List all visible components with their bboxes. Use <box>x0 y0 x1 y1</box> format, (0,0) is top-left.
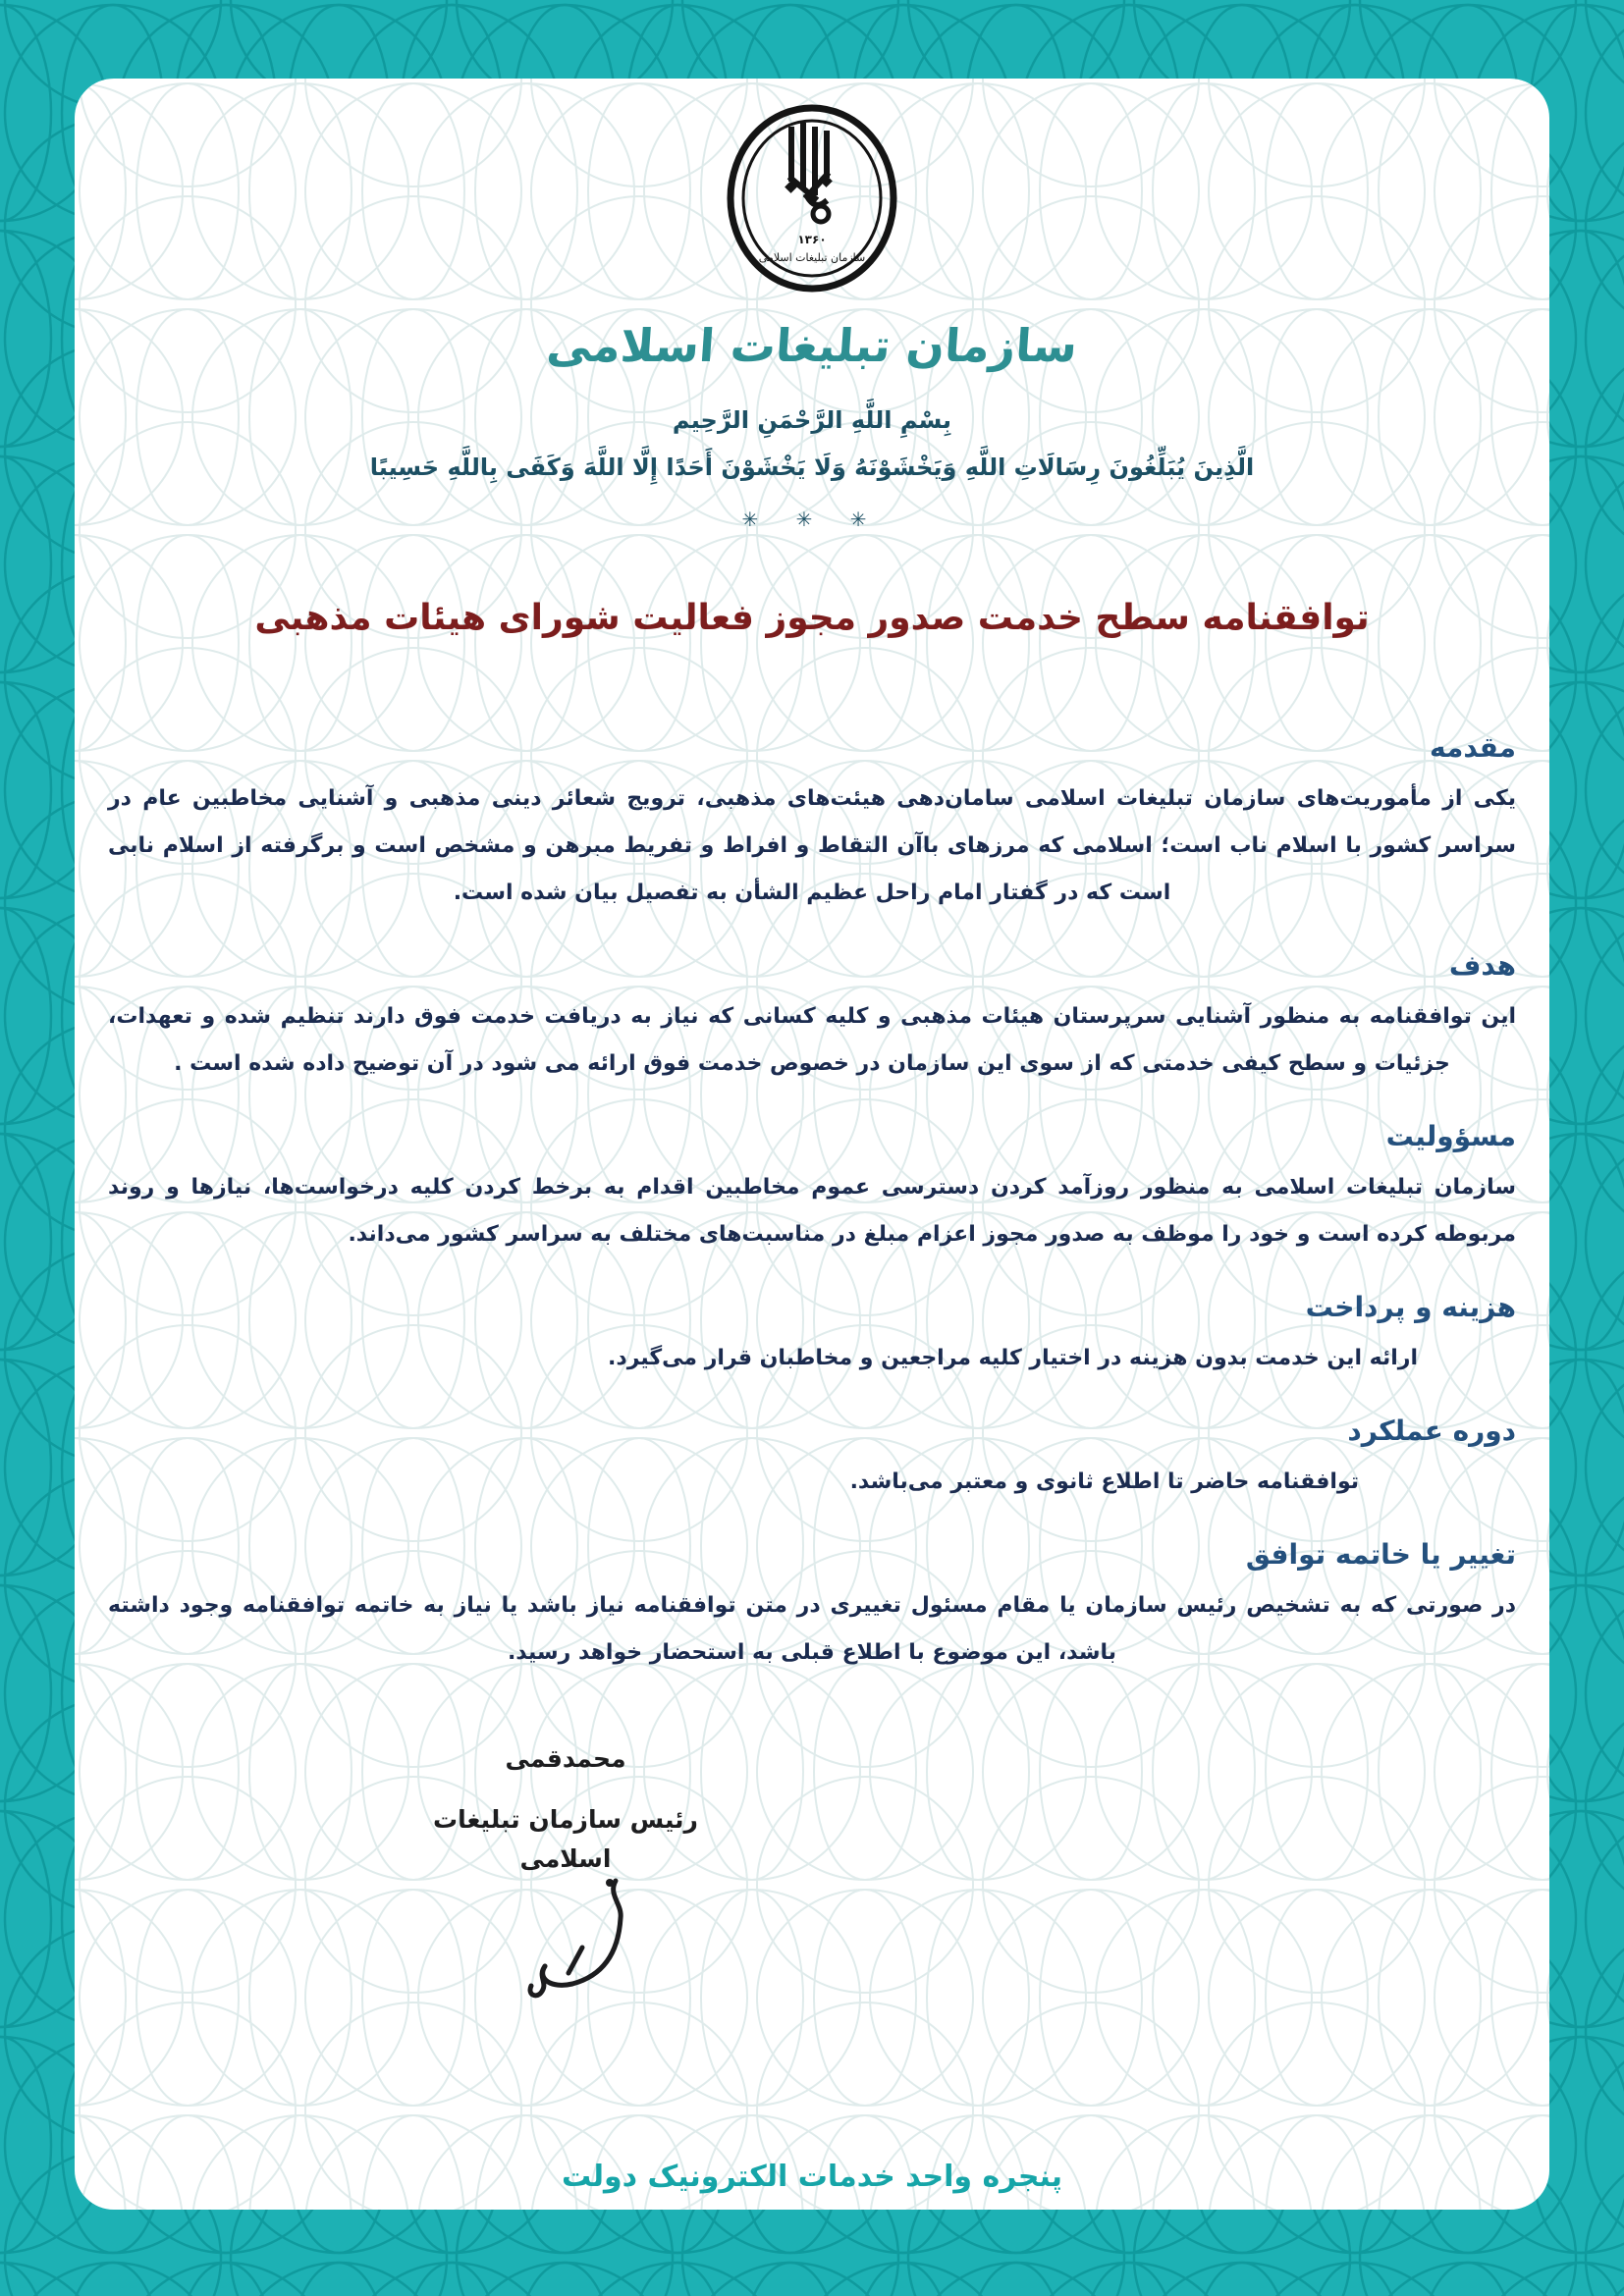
emblem-caption: سازمان تبلیغات اسلامی <box>758 251 866 264</box>
quran-verse: الَّذِينَ يُبَلِّغُونَ رِسَالَاتِ اللَّهِ وَيَخْشَوْنَهُ وَلَا يَخْشَوْنَ أَحَدًا إِلَّا اللَّهَ وَكَفَى بِاللَّهِ حَسِيبًا <box>369 454 1255 481</box>
ornament-divider: ✳ ✳ ✳ <box>741 507 883 531</box>
section-body: ارائه این خدمت بدون هزینه در اختیار کلیه مراجعین و مخاطبان قرار می‌گیرد. <box>608 1346 1418 1370</box>
section-heading: هدف <box>1448 949 1516 982</box>
section-body: سازمان تبلیغات اسلامی به منظور روزآمد کردن دسترسی عموم مخاطبین اقدام به برخط کردن کلیه درخواست‌ها، نیازها و روند مربوطه کرده است و خود را موظف به صدور مجوز اعزام مبلغ در مناسبت‌های مختلف به سراسر کشور می‌داند. <box>108 1175 1516 1247</box>
section-body: در صورتی که به تشخیص رئیس سازمان یا مقام مسئول تغییری در متن توافقنامه نیاز باشد یا نیاز به خاتمه توافقنامه وجود داشته باشد، این موضوع با اطلاع قبلی به استحضار خواهد رسید. <box>108 1593 1516 1665</box>
section-responsibility <box>108 1117 1516 1258</box>
section-heading: دوره عملکرد <box>1347 1415 1516 1447</box>
handwritten-signature-icon <box>521 1873 669 2010</box>
section-body: یکی از مأموریت‌های سازمان تبلیغات اسلامی سامان‌دهی هیئت‌های مذهبی، ترویج شعائر دینی مذهبی و آشنایی مخاطبین عام در سراسر کشور با اسلام ناب است؛ اسلامی که مرزهای باآن التقاط و افراط و تفریط مبرهن و مشخص است و برگرفته از اسلام نابی است که در گفتار امام راحل عظیم الشأن به تفصیل بیان شده است. <box>108 786 1516 905</box>
section-heading: مسؤولیت <box>1385 1120 1516 1152</box>
signature-block <box>408 1739 723 2010</box>
footer-text: پنجره واحد خدمات الکترونیک دولت <box>562 2160 1062 2194</box>
signature-role: رئیس سازمان تبلیغات اسلامی <box>433 1805 698 1873</box>
document-title: توافقنامه سطح خدمت صدور مجوز فعالیت شورای هیئات مذهبی <box>254 598 1370 638</box>
emblem-year: ۱۳۶۰ <box>797 233 827 246</box>
section-performance-period <box>108 1412 1516 1506</box>
document-content <box>75 79 1549 2210</box>
bismillah-line: بِسْمِ اللَّهِ الرَّحْمَنِ الرَّحِیم <box>672 406 952 434</box>
section-body: این توافقنامه به منظور آشنایی سرپرستان هیئات مذهبی و کلیه کسانی که نیاز به دریافت خدمت فوق دارند تنظیم شده و تعهدات، جزئیات و سطح کیفی خدمتی که از سوی این سازمان در خصوص خدمت فوق ارائه می شود در آن توضیح داده شده است . <box>108 1004 1516 1076</box>
section-heading: تغییر یا خاتمه توافق <box>1245 1538 1516 1571</box>
section-change-termination <box>108 1535 1516 1677</box>
section-cost-payment <box>108 1288 1516 1382</box>
document-page <box>75 79 1549 2210</box>
section-goal <box>108 946 1516 1088</box>
section-introduction <box>108 728 1516 917</box>
allah-calligraphy-icon <box>791 126 827 205</box>
section-heading: هزینه و پرداخت <box>1305 1291 1516 1323</box>
section-body: توافقنامه حاضر تا اطلاع ثانوی و معتبر می‌باشد. <box>849 1469 1359 1494</box>
organization-calligraphy: سازمان تبلیغات اسلامی <box>545 319 1079 372</box>
section-heading: مقدمه <box>1430 731 1516 764</box>
signature-name: محمدقمی <box>505 1744 626 1773</box>
organization-emblem-icon <box>725 104 899 296</box>
